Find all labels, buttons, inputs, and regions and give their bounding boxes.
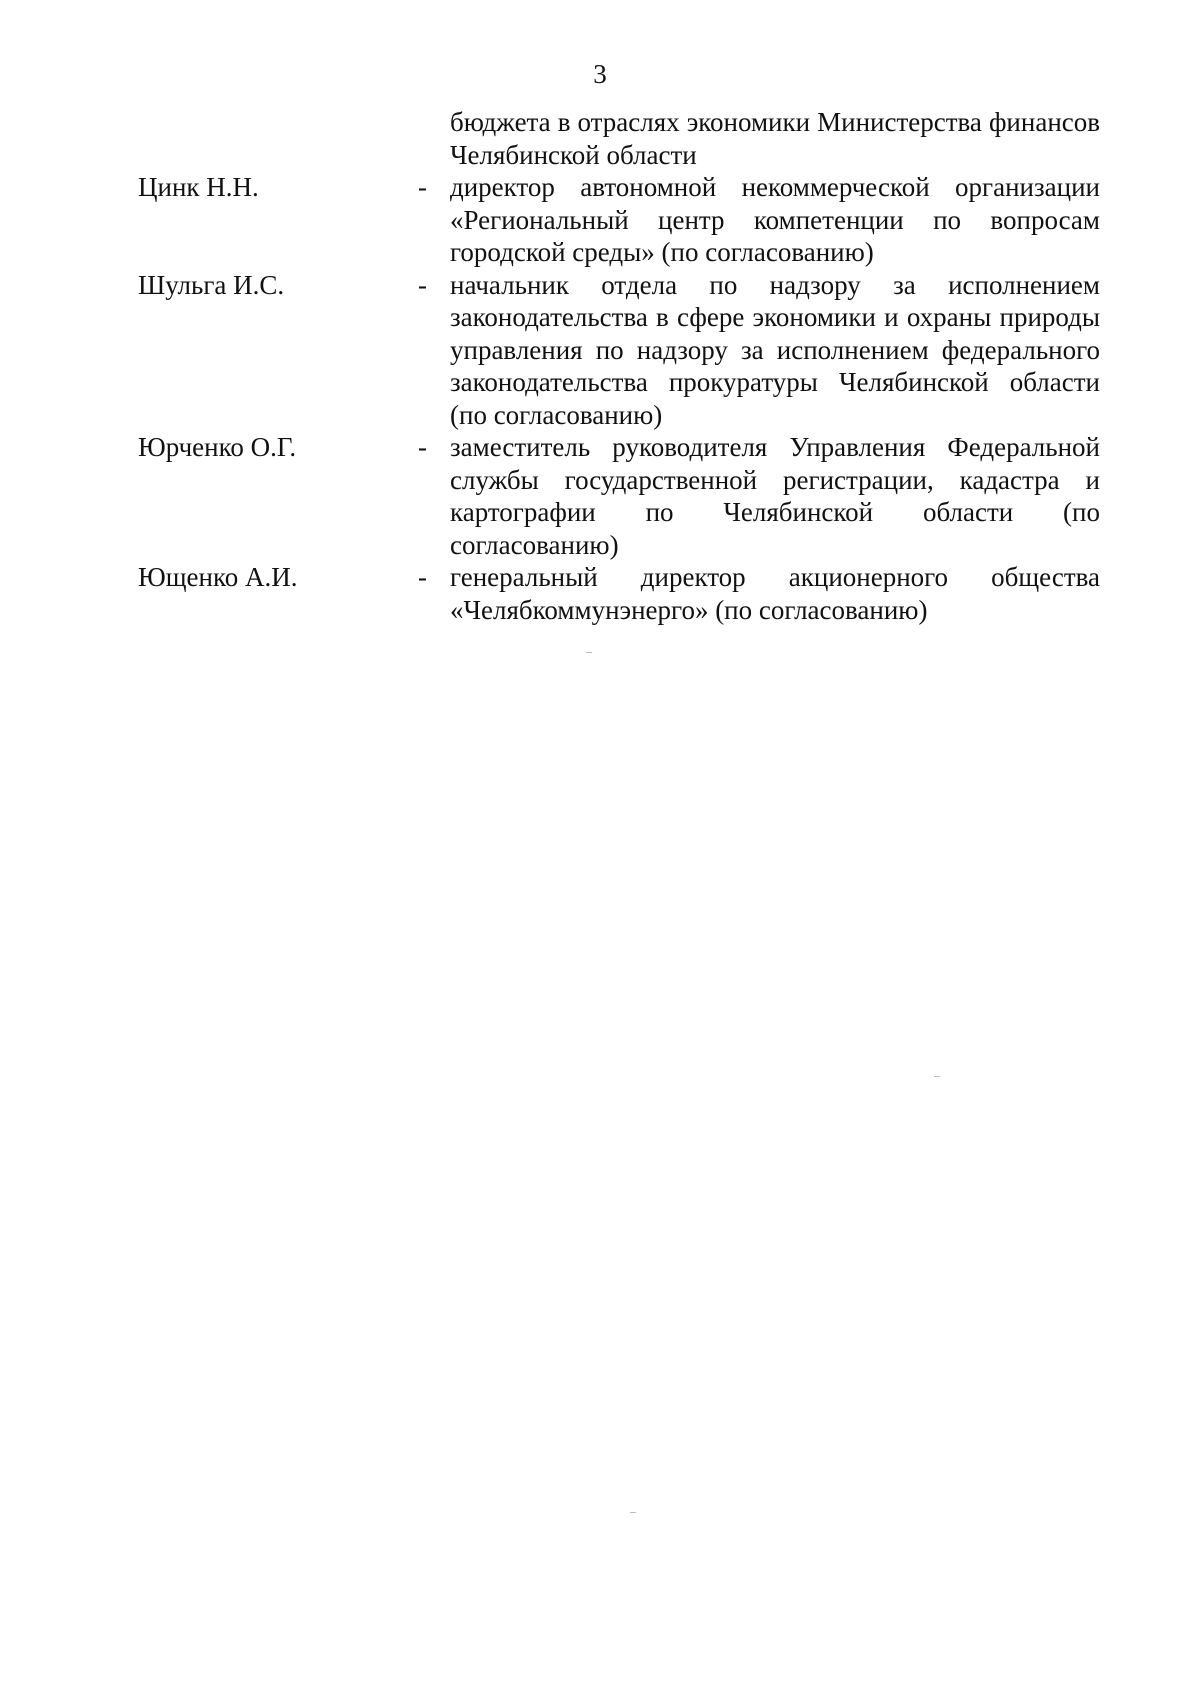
member-row bbox=[138, 561, 1100, 626]
page-number: 3 bbox=[593, 59, 607, 89]
member-name: Юрченко О.Г. bbox=[138, 432, 297, 462]
member-name: Ющенко А.И. bbox=[138, 562, 298, 592]
member-name: Шульга И.С. bbox=[138, 269, 285, 300]
member-row bbox=[138, 269, 1100, 432]
member-description: заместитель руководителя Управления Федеральной службы государственной регистрации, кадастра и картографии по Челябинской области (по согласованию) bbox=[450, 432, 1100, 560]
member-dash: - bbox=[418, 432, 427, 462]
members-list bbox=[138, 106, 1100, 626]
member-row bbox=[138, 171, 1100, 269]
member-dash: - bbox=[418, 172, 427, 202]
member-row bbox=[138, 431, 1100, 561]
scan-speck bbox=[630, 1512, 636, 1513]
member-dash: - bbox=[418, 562, 427, 592]
member-description: директор автономной некоммерческой организации «Региональный центр компетенции по вопросам городской среды» (по согласованию) bbox=[450, 172, 1100, 267]
member-dash: - bbox=[418, 269, 427, 300]
member-name: Цинк Н.Н. bbox=[138, 172, 259, 202]
scan-speck bbox=[586, 652, 592, 653]
member-description: генеральный директор акционерного общества «Челябкоммунэнерго» (по согласованию) bbox=[450, 562, 1100, 625]
continuation-text: бюджета в отраслях экономики Министерства финансов Челябинской области bbox=[450, 107, 1100, 170]
scan-speck bbox=[934, 1076, 940, 1077]
member-description: начальник отдела по надзору за исполнением законодательства в сфере экономики и охраны природы управления по надзору за исполнением федерального законодательства прокуратуры Челябинской области (по согласованию) bbox=[450, 269, 1100, 430]
